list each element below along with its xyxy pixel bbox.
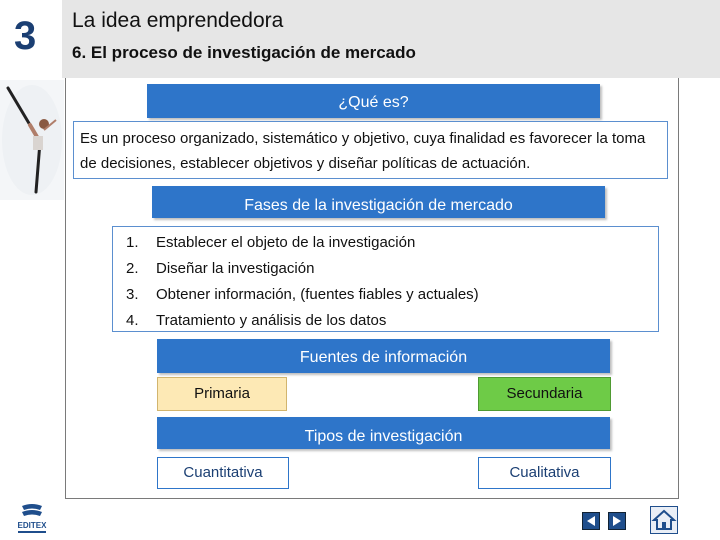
- quantitative-box: Cuantitativa: [157, 457, 289, 489]
- home-icon: [651, 507, 677, 533]
- phase-label: Obtener información, (fuentes fiables y actuales): [156, 286, 479, 303]
- phase-label: Establecer el objeto de la investigación: [156, 234, 416, 251]
- logo-text: EDITEX: [17, 521, 47, 530]
- chapter-box: [0, 0, 62, 78]
- phases-heading: Fases de la investigación de mercado: [152, 186, 605, 218]
- types-heading: Tipos de investigación: [157, 417, 610, 449]
- definition-text: Es un proceso organizado, sistemático y objetivo, cuya finalidad es favorecer la toma de decisiones, establecer objetivos y diseñar políticas de actuación.: [80, 130, 646, 172]
- definition-box: [73, 121, 668, 179]
- next-arrow-icon: [609, 513, 625, 529]
- phase-label: Tratamiento y análisis de los datos: [156, 312, 387, 329]
- qualitative-box: Cualitativa: [478, 457, 611, 489]
- phase-number: 3.: [126, 286, 139, 303]
- phase-number: 4.: [126, 312, 139, 329]
- prev-button[interactable]: [582, 512, 600, 530]
- sources-heading: Fuentes de información: [157, 339, 610, 373]
- next-button[interactable]: [608, 512, 626, 530]
- page-title: La idea emprendedora: [72, 9, 284, 32]
- list-item: [126, 308, 479, 334]
- primary-source-box: Primaria: [157, 377, 287, 411]
- phase-list: [126, 230, 479, 334]
- editex-logo: [12, 502, 52, 536]
- what-is-heading: ¿Qué es?: [147, 84, 600, 118]
- list-item: [126, 230, 479, 256]
- phase-label: Diseñar la investigación: [156, 260, 315, 277]
- chapter-number: 3: [14, 14, 37, 58]
- secondary-source-box: Secundaria: [478, 377, 611, 411]
- dancer-image: [0, 80, 64, 200]
- list-item: [126, 256, 479, 282]
- phase-number: 2.: [126, 260, 139, 277]
- home-button[interactable]: [650, 506, 678, 534]
- list-item: [126, 282, 479, 308]
- prev-arrow-icon: [583, 513, 599, 529]
- page-subtitle: 6. El proceso de investigación de mercado: [72, 43, 416, 62]
- phase-number: 1.: [126, 234, 139, 251]
